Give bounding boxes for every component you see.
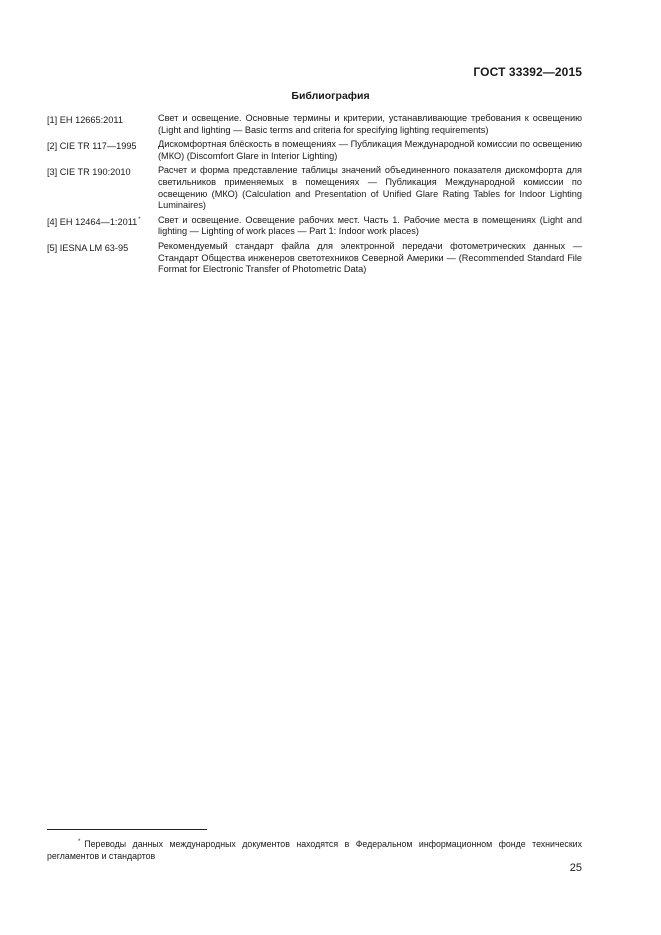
footnote [47, 837, 582, 862]
footnote-text: Переводы данных международных документов находятся в Федеральном информационном фонде технических регламентов и стандартов [47, 839, 582, 861]
entry-ref: [2] CIE TR 117—1995 [47, 141, 137, 152]
bibliography-list [47, 113, 582, 279]
section-title: Библиография [291, 90, 370, 102]
bibliography-entry [47, 113, 582, 136]
entry-text: Свет и освещение. Освещение рабочих мест. Часть 1. Рабочие места в помещениях (Light and lighting — Lighting of work places — Part 1: Indoor work places) [158, 214, 582, 237]
entry-ref: [4] EH 12464—1:2011* [47, 216, 141, 227]
footnote-mark: * [138, 216, 141, 223]
bibliography-entry [47, 215, 582, 238]
bibliography-entry [47, 165, 582, 211]
entry-text: Расчет и форма представление таблицы значений объединенного показателя дискомфорта для светильников применяемых в помещениях — Публикация Международной комиссии по освещению (МКО) (Calculation and Presentation of Unified Glare Rating Tables for Indoor Lighting Luminaires) [158, 165, 582, 211]
entry-ref: [3] CIE TR 190:2010 [47, 167, 131, 178]
entry-ref: [1] EH 12665:2011 [47, 115, 123, 125]
bibliography-entry [47, 139, 582, 162]
bibliography-entry [47, 241, 582, 276]
document-number: ГОСТ 33392—2015 [473, 65, 582, 79]
entry-ref: [5] IESNA LM 63-95 [47, 242, 129, 253]
footnote-divider [47, 829, 207, 830]
entry-text: Свет и освещение. Основные термины и критерии, устанавливающие требования к освещению (Light and lighting — Basic terms and criteria for specifying lighting requirements) [158, 113, 582, 135]
entry-text: Рекомендуемый стандарт файла для электронной передачи фотометрических данных — Стандарт Общества инженеров светотехников Северной Америки — (Recommended Standard File Format for Electronic Transfer of Photometric Data) [158, 240, 582, 275]
page-number: 25 [569, 862, 582, 874]
entry-text: Дискомфортная блёскость в помещениях — Публикация Международной комиссии по освещению (МКО) (Discomfort Glare in Interior Lighting) [158, 139, 582, 161]
footnote-mark: * [78, 839, 81, 845]
